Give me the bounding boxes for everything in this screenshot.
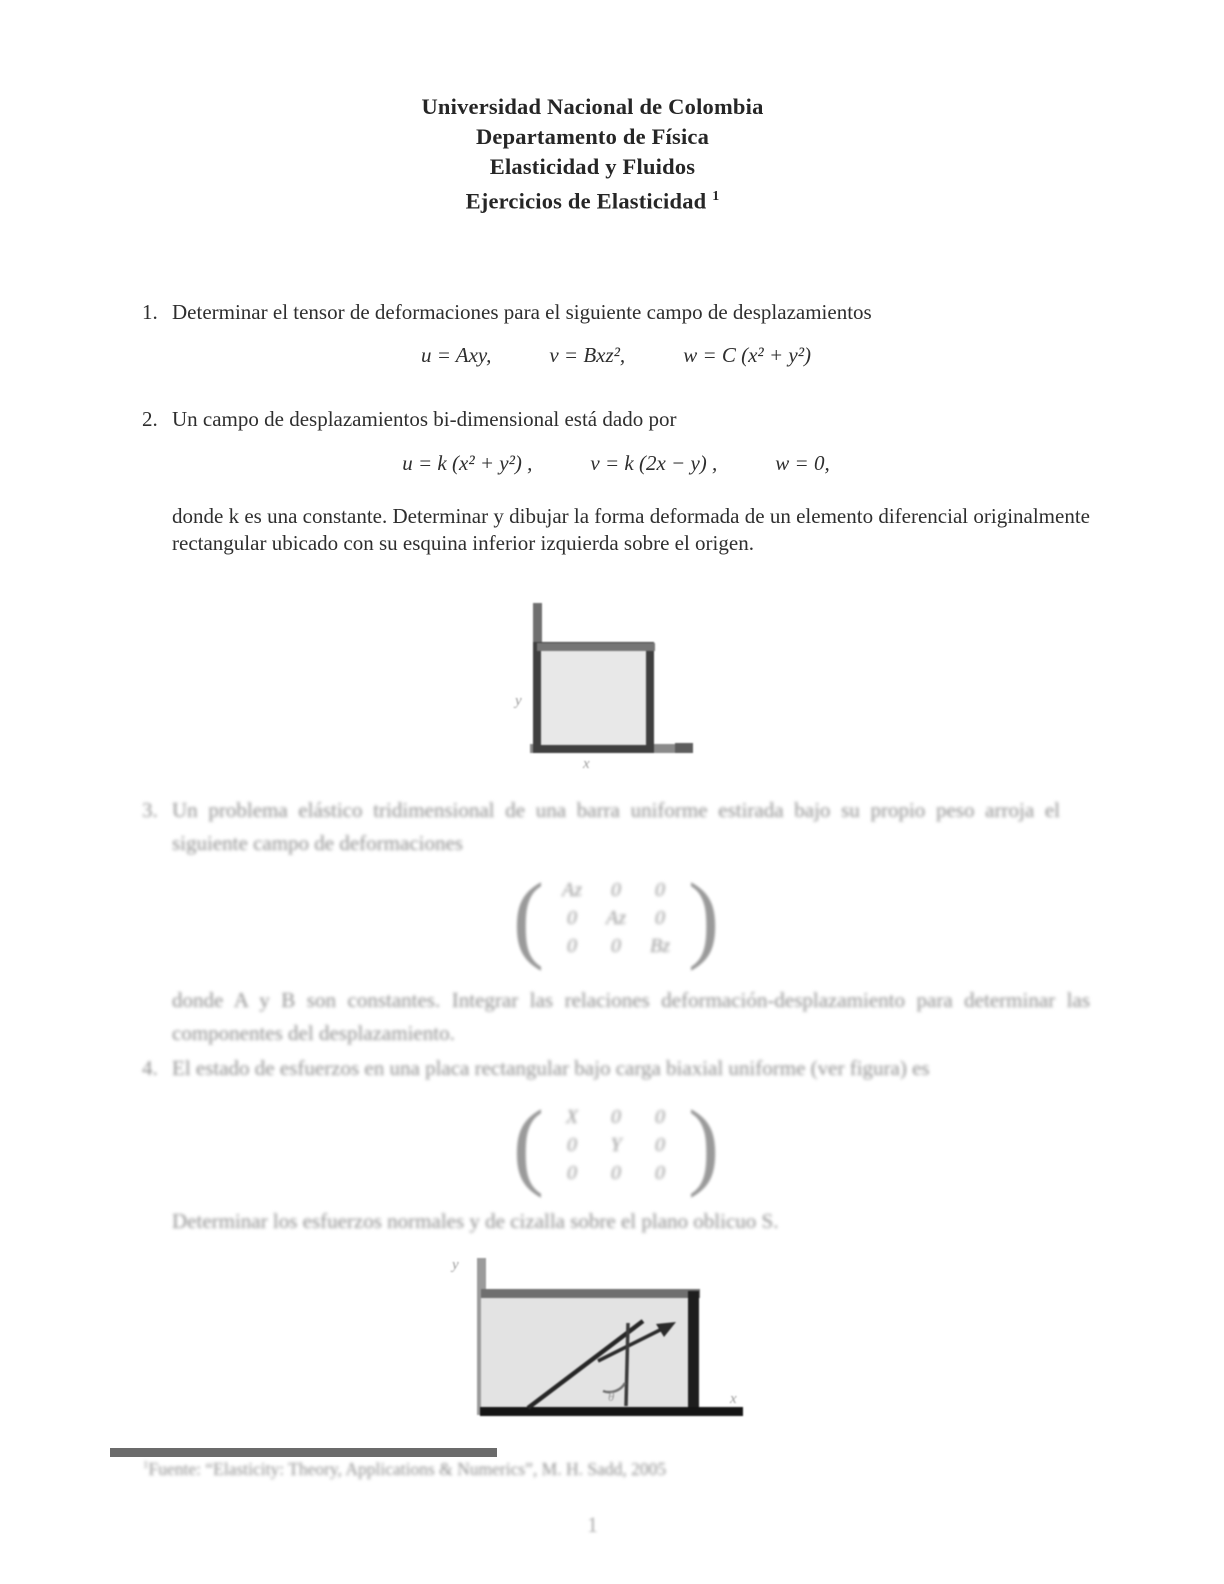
footnote-marker: 1 [143,1459,149,1472]
problem-4-number: 4. [142,1056,158,1080]
problem-3-text: Un problema elástico tridimensional de una barra uniforme estirada bajo su propio peso arroja el siguiente campo de deformaciones [172,798,1060,855]
equation-1-part-w: w = C (x² + y²) [683,343,812,367]
matrix-1-left-paren: ( [512,863,544,973]
figure2-x-label: x [730,1391,737,1407]
matrix-cell: 0 [655,878,665,901]
figure-square-element [485,594,713,782]
matrix-cell: 0 [567,934,577,957]
matrix-cell: 0 [611,934,621,957]
equation-2-part-v: v = k (2x − y) , [590,451,718,475]
figure1-square-top-edge [537,643,655,651]
figure1-x-label: x [583,756,590,772]
matrix-2-left-paren: ( [512,1090,544,1200]
page-number: 1 [587,1512,598,1537]
title-line-department: Departamento de Física [475,124,710,149]
matrix-cell: 0 [567,1133,577,1156]
figure2-vertical-reference-line [626,1323,628,1406]
problem-2-paragraph: donde k es una constante. Determinar y dibujar la forma deformada de un elemento diferencial originalmente rectangular ubicado con su esquina inferior izquierda sobre el origen. [172,504,1090,555]
problem-4-paragraph: Determinar los esfuerzos normales y de cizalla sobre el plano oblicuo S. [172,1209,779,1233]
equation-1 [142,343,1090,368]
title-line-university: Universidad Nacional de Colombia [421,94,764,119]
problem-2-text: Un campo de desplazamientos bi-dimensional está dado por [172,407,677,431]
title-line-sheet [0,182,1185,217]
matrix-cell: 0 [655,1105,665,1128]
matrix-cell: 0 [611,878,621,901]
strain-matrix [142,863,1090,973]
matrix-cell: X [565,1105,579,1128]
equation-2-part-u: u = k (x² + y²) , [402,451,533,475]
problem-1 [142,299,1090,326]
figure1-square [537,646,650,749]
stress-matrix [142,1090,1090,1200]
figure1-y-label: y [515,693,522,709]
title-block [0,92,1185,217]
footnote-rule [110,1448,497,1457]
stress-matrix-grid [550,1103,682,1187]
matrix-cell: 0 [655,1133,665,1156]
matrix-1-right-paren: ) [688,863,720,973]
equation-1-part-v: v = Bxz², [549,343,626,367]
equation-2-part-w: w = 0, [775,451,830,475]
problem-2-number: 2. [142,407,158,431]
matrix-cell: 0 [611,1161,621,1184]
problem-3-number: 3. [142,798,158,822]
figure2-plate-top-edge [481,1289,700,1298]
problem-4-text: El estado de esfuerzos en una placa rectangular bajo carga biaxial uniforme (ver figura) es [172,1056,930,1080]
problem-3-paragraph: donde A y B son constantes. Integrar las relaciones deformación-desplazamiento para determinar las componentes del desplazamiento. [172,988,1090,1045]
footnote-text: Fuente: “Elasticity: Theory, Applications & Numerics”, M. H. Sadd, 2005 [148,1459,667,1479]
title-line-course: Elasticidad y Fluidos [489,154,696,179]
matrix-cell: 0 [655,1161,665,1184]
matrix-cell: Az [606,906,626,929]
matrix-cell: 0 [611,1105,621,1128]
title-footnote-marker: 1 [712,189,720,204]
matrix-cell: 0 [567,1161,577,1184]
equation-2 [142,451,1090,476]
matrix-cell: Y [610,1133,622,1156]
figure2-y-label: y [452,1257,459,1273]
figure2-x-axis [480,1407,743,1416]
problem-1-text: Determinar el tensor de deformaciones para el siguiente campo de desplazamientos [172,300,872,324]
matrix-cell: 0 [655,906,665,929]
figure2-plate [481,1292,697,1413]
figure2-angle-label: θ [608,1389,615,1404]
problem-3 [142,794,1090,860]
matrix-2-right-paren: ) [688,1090,720,1200]
equation-1-part-u: u = Axy, [420,343,492,367]
title-sheet-text: Ejercicios de Elasticidad [465,188,707,214]
figure-plate-oblique-plane [440,1253,762,1423]
matrix-cell: Bz [650,934,670,957]
figure2-plate-right-edge [688,1291,699,1413]
problem-1-number: 1. [142,300,158,324]
problem-2 [142,406,1090,433]
figure1-x-axis-end [675,743,693,753]
matrix-cell: 0 [567,906,577,929]
footnote [143,1459,843,1480]
problem-4 [142,1052,1090,1085]
matrix-cell: Az [562,878,582,901]
strain-matrix-grid [550,876,682,960]
